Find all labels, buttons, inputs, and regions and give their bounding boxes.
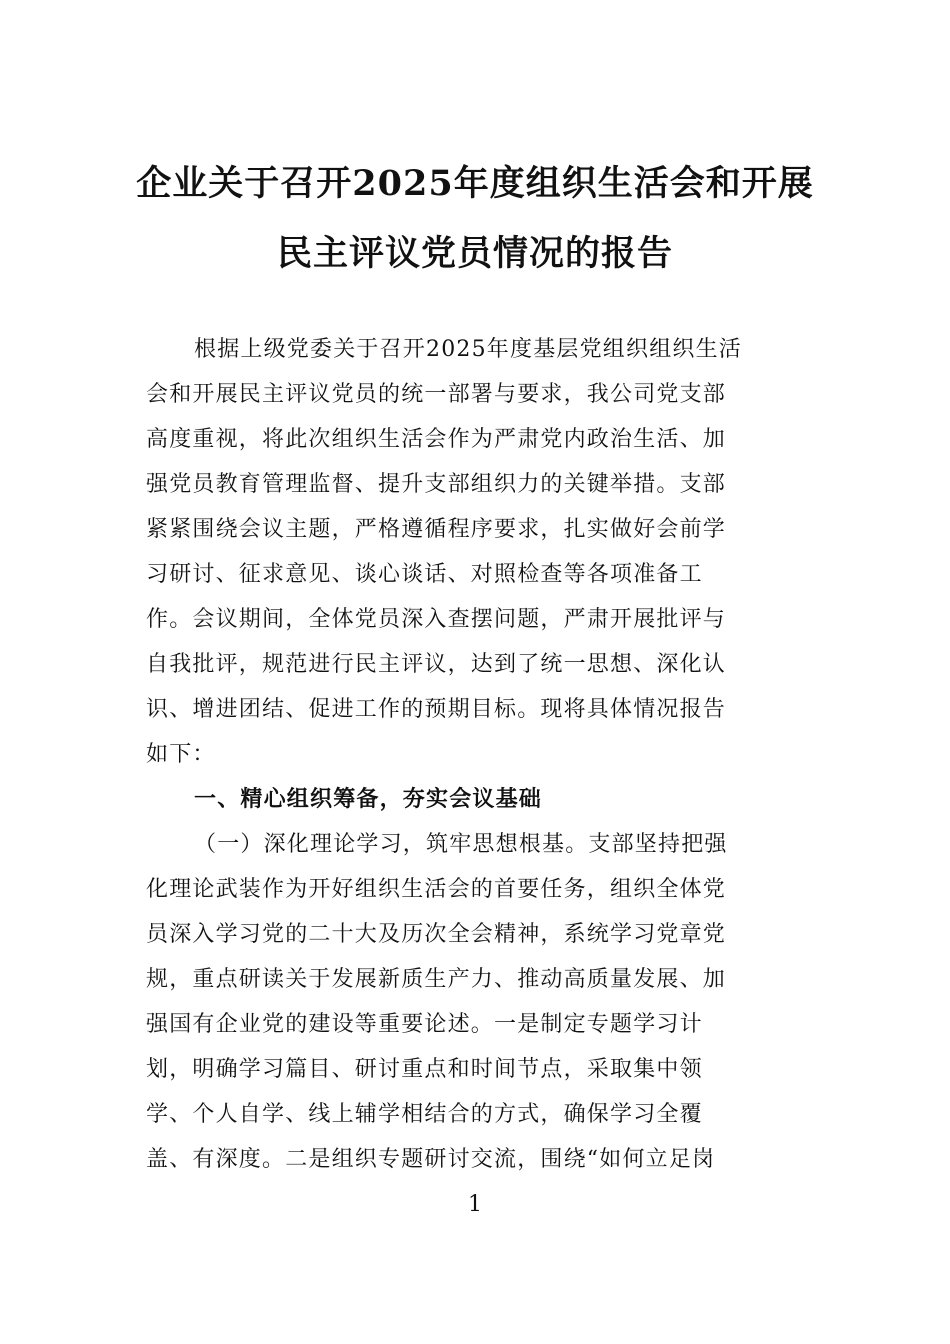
paragraph-line: 紧紧围绕会议主题，严格遵循程序要求，扎实做好会前学 — [146, 517, 727, 542]
page-number: 1 — [468, 1192, 482, 1217]
paragraph-line: 员深入学习党的二十大及历次全会精神，系统学习党章党 — [146, 922, 727, 947]
paragraph-line: 划，明确学习篇目、研讨重点和时间节点，采取集中领 — [146, 1057, 703, 1082]
paragraph-line: 强国有企业党的建设等重要论述。一是制定专题学习计 — [146, 1012, 703, 1037]
document-title-line-1: 企业关于召开2025年度组织生活会和开展 — [136, 163, 814, 204]
section-heading-1: 一、精心组织筹备，夯实会议基础 — [194, 787, 543, 812]
paragraph-line: 规，重点研读关于发展新质生产力、推动高质量发展、加 — [146, 967, 727, 992]
paragraph-line: 习研讨、征求意见、谈心谈话、对照检查等各项准备工 — [146, 562, 703, 587]
document-title-line-2: 民主评议党员情况的报告 — [276, 233, 673, 274]
paragraph-line: 会和开展民主评议党员的统一部署与要求，我公司党支部 — [146, 382, 727, 407]
paragraph-line: 根据上级党委关于召开2025年度基层党组织组织生活 — [194, 337, 742, 362]
paragraph-line: 作。会议期间，全体党员深入查摆问题，严肃开展批评与 — [146, 607, 727, 632]
paragraph-line: 强党员教育管理监督、提升支部组织力的关键举措。支部 — [146, 472, 727, 497]
paragraph-line: （一）深化理论学习，筑牢思想根基。支部坚持把强 — [194, 832, 728, 857]
paragraph-line: 自我批评，规范进行民主评议，达到了统一思想、深化认 — [146, 652, 727, 677]
paragraph-line: 如下： — [146, 742, 216, 767]
paragraph-line: 化理论武装作为开好组织生活会的首要任务，组织全体党 — [146, 877, 727, 902]
paragraph-line: 高度重视，将此次组织生活会作为严肃党内政治生活、加 — [146, 427, 727, 452]
paragraph-line: 学、个人自学、线上辅学相结合的方式，确保学习全覆 — [146, 1102, 703, 1127]
paragraph-line: 识、增进团结、促进工作的预期目标。现将具体情况报告 — [146, 697, 727, 722]
paragraph-line: 盖、有深度。二是组织专题研讨交流，围绕“如何立足岗 — [146, 1147, 716, 1172]
